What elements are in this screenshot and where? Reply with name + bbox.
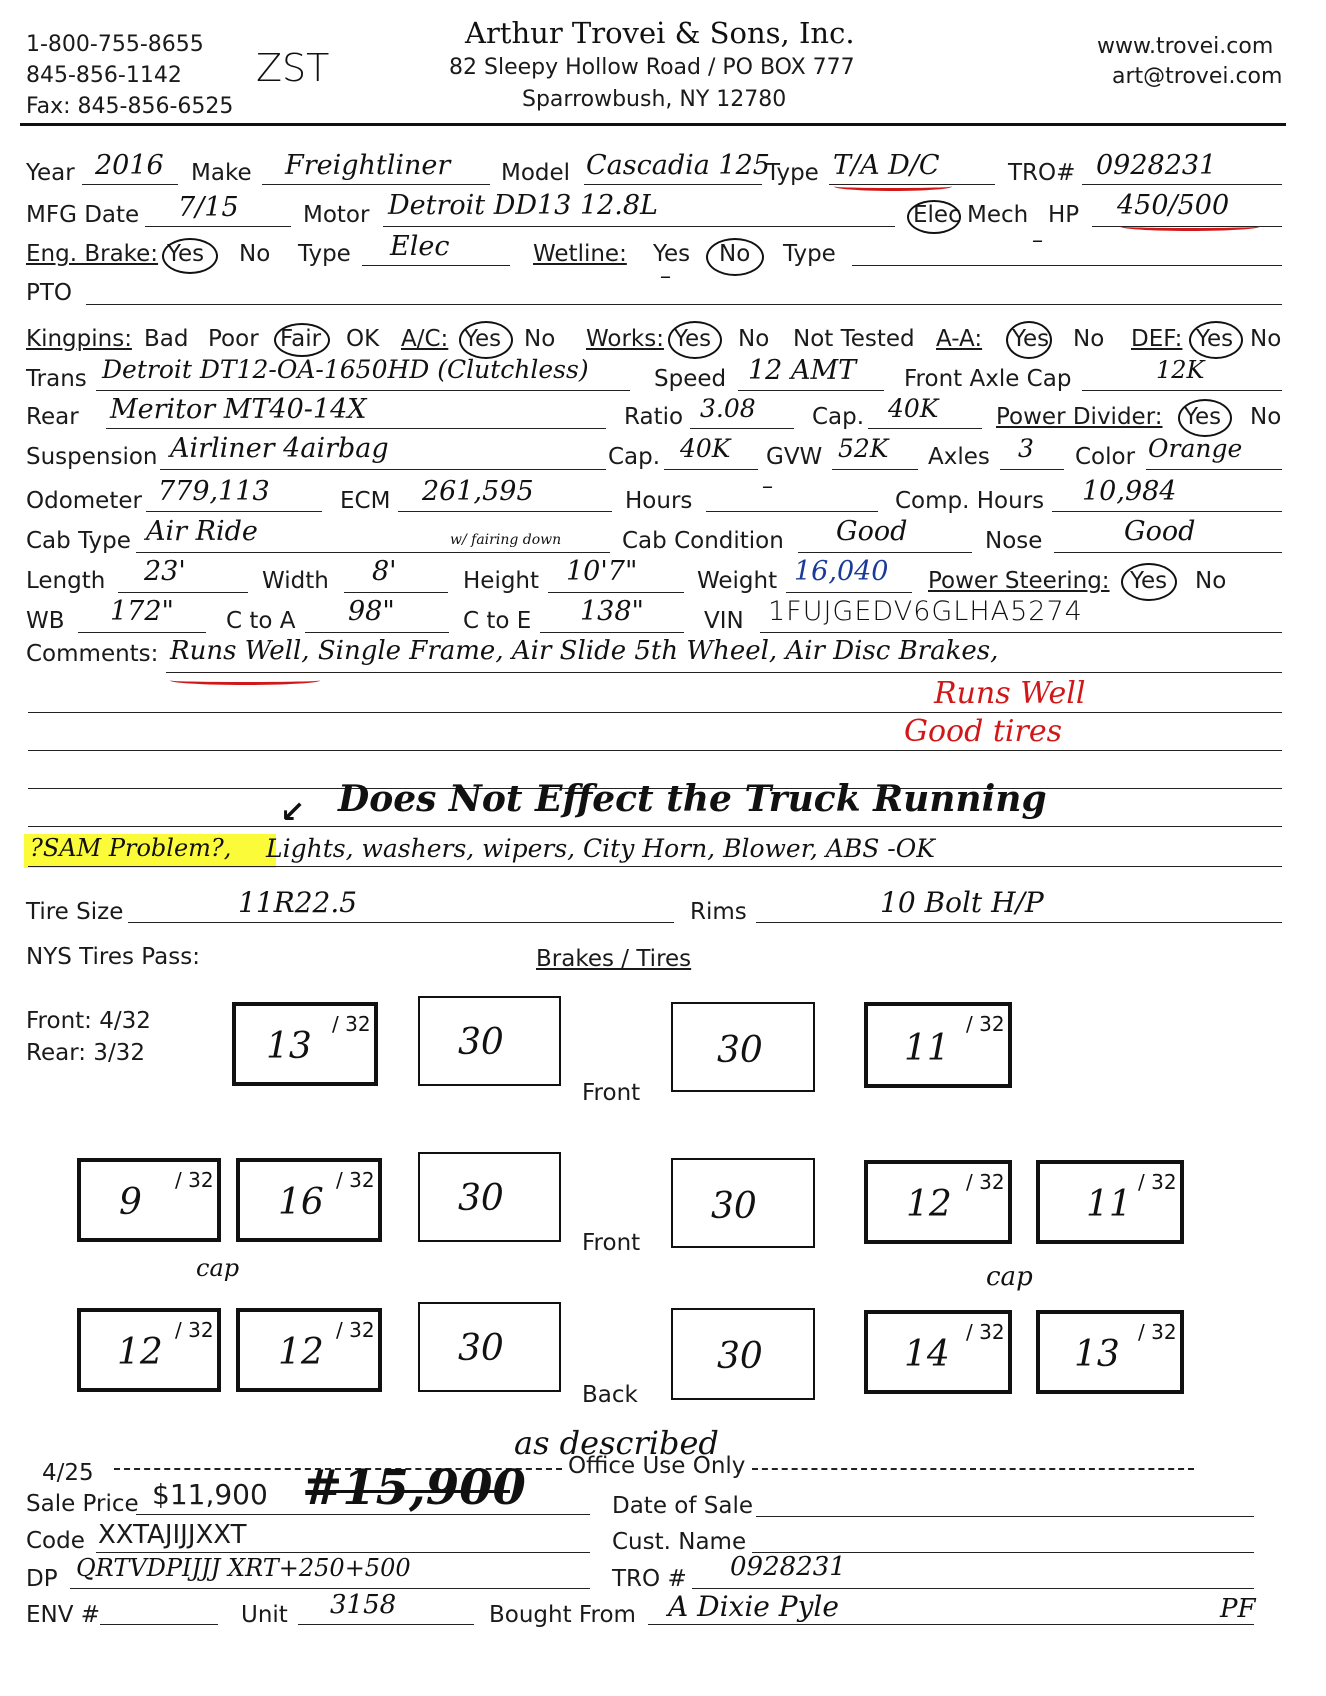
length-label: Length <box>26 568 106 594</box>
tire-drive2-outer-left[interactable]: 12 / 32 <box>77 1308 221 1392</box>
color-label: Color <box>1075 444 1136 470</box>
model-label: Model <box>501 160 571 186</box>
mfg-date-label: MFG Date <box>26 202 140 228</box>
suspension-label: Suspension <box>26 444 158 470</box>
brake-drive1-right[interactable]: 30 <box>671 1158 815 1248</box>
axles-label: Axles <box>928 444 990 470</box>
kingpins-poor[interactable]: Poor <box>208 326 259 352</box>
c-to-e-value[interactable]: 138" <box>580 596 644 627</box>
company-email: art@trovei.com <box>1112 64 1283 89</box>
eng-brake-yes[interactable]: Yes <box>167 241 205 267</box>
comp-hours-label: Comp. Hours <box>895 488 1045 514</box>
code-value[interactable]: XXTAJIJJXXT <box>98 1520 247 1550</box>
works-yes[interactable]: Yes <box>674 326 712 352</box>
cab-condition-value[interactable]: Good <box>836 516 908 547</box>
power-steering-no[interactable]: No <box>1195 568 1227 594</box>
power-steering-label: Power Steering: <box>928 568 1110 594</box>
wetline-yes[interactable]: Yes <box>653 241 691 267</box>
gvw-label: GVW <box>766 444 823 470</box>
nose-value[interactable]: Good <box>1124 516 1196 547</box>
rims-value[interactable]: 10 Bolt H/P <box>880 886 1044 919</box>
kingpins-fair[interactable]: Fair <box>280 326 322 352</box>
vin-value[interactable]: 1FUJGEDV6GLHA5274 <box>768 596 1083 627</box>
power-steering-yes-circle <box>1121 563 1177 601</box>
rear-value[interactable]: Meritor MT40-14X <box>110 394 367 425</box>
tire-drive2-inner-left[interactable]: 12 / 32 <box>236 1308 382 1392</box>
vin-label: VIN <box>704 608 744 634</box>
front-axle-label-1: Front <box>582 1080 641 1106</box>
tire-size-value[interactable]: 11R22.5 <box>238 886 358 919</box>
wetline-type-label: Type <box>783 241 836 267</box>
tire-drive2-inner-right[interactable]: 14 / 32 <box>864 1310 1012 1394</box>
phone-1: 1-800-755-8655 <box>26 32 204 57</box>
brake-drive2-left[interactable]: 30 <box>418 1302 561 1392</box>
sale-price-label: Sale Price <box>26 1491 139 1517</box>
works-no[interactable]: No <box>738 326 770 352</box>
brakes-tires-heading: Brakes / Tires <box>536 946 692 972</box>
ac-yes-circle <box>459 321 513 359</box>
year-value[interactable]: 2016 <box>95 150 164 181</box>
sale-price-value[interactable]: $11,900 <box>152 1478 268 1511</box>
make-label: Make <box>191 160 252 186</box>
motor-value[interactable]: Detroit DD13 12.8L <box>388 190 658 221</box>
kingpins-bad[interactable]: Bad <box>144 326 189 352</box>
trans-value[interactable]: Detroit DT12-OA-1650HD (Clutchless) <box>102 355 589 384</box>
width-value[interactable]: 8' <box>372 556 397 587</box>
code-label: Code <box>26 1528 85 1554</box>
rims-label: Rims <box>690 899 747 925</box>
height-label: Height <box>463 568 540 594</box>
hours-value[interactable]: – <box>762 474 773 499</box>
company-address-1: 82 Sleepy Hollow Road / PO BOX 777 <box>449 55 855 80</box>
power-steering-yes[interactable]: Yes <box>1130 568 1168 594</box>
front-axle-cap-label: Front Axle Cap <box>904 366 1072 392</box>
susp-cap-label: Cap. <box>608 444 661 470</box>
front-spec: Front: 4/32 <box>26 1008 151 1034</box>
type-value[interactable]: T/A D/C <box>833 150 940 181</box>
cab-condition-label: Cab Condition <box>622 528 784 554</box>
elec-option[interactable]: Elec <box>913 202 961 228</box>
mfg-date-value[interactable]: 7/15 <box>178 192 239 223</box>
type-label: Type <box>766 160 819 186</box>
width-label: Width <box>262 568 329 594</box>
nys-tires-pass-label: NYS Tires Pass: <box>26 944 200 970</box>
aa-label: A-A: <box>936 326 983 352</box>
nose-label: Nose <box>985 528 1043 554</box>
power-divider-no[interactable]: No <box>1250 404 1282 430</box>
rear-spec: Rear: 3/32 <box>26 1040 145 1066</box>
speed-value[interactable]: 12 AMT <box>748 355 857 386</box>
rear-cap-value[interactable]: 40K <box>888 394 939 423</box>
wb-value[interactable]: 172" <box>110 596 174 627</box>
dp-value[interactable]: QRTVDPIJJJ XRT+250+500 <box>76 1554 411 1582</box>
gvw-value[interactable]: 52K <box>838 434 889 463</box>
tro-office-value[interactable]: 0928231 <box>730 1552 846 1582</box>
unit-value[interactable]: 3158 <box>330 1590 397 1620</box>
comments-red-underline <box>170 676 320 685</box>
office-use-only-label: Office Use Only <box>568 1453 746 1479</box>
as-described-note: as described <box>514 1424 719 1462</box>
ecm-label: ECM <box>340 488 391 514</box>
unit-label: Unit <box>241 1602 288 1628</box>
weight-value[interactable]: 16,040 <box>794 556 889 587</box>
make-value[interactable]: Freightliner <box>285 150 451 181</box>
pto-value[interactable]: – <box>660 264 671 289</box>
cab-type-value[interactable]: Air Ride <box>146 516 258 547</box>
power-divider-label: Power Divider: <box>996 404 1163 430</box>
hp-red-underline <box>1120 222 1260 231</box>
color-value[interactable]: Orange <box>1148 434 1243 463</box>
back-axle-label: Back <box>582 1382 638 1408</box>
kingpins-label: Kingpins: <box>26 326 132 352</box>
ac-yes[interactable]: Yes <box>464 326 502 352</box>
aa-yes[interactable]: Yes <box>1012 326 1050 352</box>
office-date-note: 4/25 <box>42 1460 94 1486</box>
type-red-underline <box>834 182 952 191</box>
ratio-value[interactable]: 3.08 <box>700 394 756 423</box>
length-value[interactable]: 23' <box>144 556 186 587</box>
tro-label: TRO# <box>1008 160 1076 186</box>
def-yes-circle <box>1189 321 1243 359</box>
comments-label: Comments: <box>26 641 159 667</box>
note-does-not-effect: Does Not Effect the Truck Running <box>338 778 1047 820</box>
eng-brake-yes-circle <box>162 238 218 274</box>
tire-size-label: Tire Size <box>26 899 124 925</box>
power-divider-yes-circle <box>1178 399 1232 437</box>
bought-from-value[interactable]: A Dixie Pyle <box>668 1590 839 1623</box>
bought-from-label: Bought From <box>489 1602 636 1628</box>
wetline-no-circle <box>706 238 764 276</box>
ecm-value[interactable]: 261,595 <box>422 476 534 507</box>
comp-hours-value[interactable]: 10,984 <box>1082 476 1177 507</box>
c-to-a-label: C to A <box>226 608 296 634</box>
eng-brake-no[interactable]: No <box>239 241 271 267</box>
arrow-icon: ↙ <box>280 795 306 830</box>
trans-label: Trans <box>26 366 87 392</box>
kingpins-fair-circle <box>274 323 330 357</box>
company-website: www.trovei.com <box>1097 34 1274 59</box>
wetline-type-value[interactable]: – <box>1032 228 1043 253</box>
front-axle-label-2: Front <box>582 1230 641 1256</box>
aa-yes-circle <box>1006 321 1052 359</box>
ac-no[interactable]: No <box>524 326 556 352</box>
header-divider <box>20 123 1286 126</box>
wetline-no[interactable]: No <box>719 241 751 267</box>
dp-label: DP <box>26 1566 58 1592</box>
c-to-e-label: C to E <box>463 608 532 634</box>
tire-drive1-inner-right[interactable]: 12 / 32 <box>864 1160 1012 1244</box>
hours-label: Hours <box>625 488 693 514</box>
brake-steer-right[interactable]: 30 <box>671 1002 815 1092</box>
weight-label: Weight <box>697 568 778 594</box>
speed-label: Speed <box>654 366 727 392</box>
odometer-label: Odometer <box>26 488 142 514</box>
def-yes[interactable]: Yes <box>1196 326 1234 352</box>
susp-cap-value[interactable]: 40K <box>680 434 731 463</box>
axles-value[interactable]: 3 <box>1018 434 1034 463</box>
works-label: Works: <box>586 326 664 352</box>
red-note-good-tires: Good tires <box>904 714 1062 749</box>
model-value[interactable]: Cascadia 125 <box>586 150 770 181</box>
price-strikethrough <box>330 1490 510 1493</box>
rear-label: Rear <box>26 404 79 430</box>
tire-drive1-inner-left[interactable]: 16 / 32 <box>236 1158 382 1242</box>
env-label: ENV # <box>26 1602 101 1628</box>
office-dash-right <box>752 1468 1194 1470</box>
comments-line-1[interactable]: Runs Well, Single Frame, Air Slide 5th Wheel, Air Disc Brakes, <box>170 636 999 666</box>
aa-no[interactable]: No <box>1073 326 1105 352</box>
c-to-a-value[interactable]: 98" <box>348 596 395 627</box>
tro-value[interactable]: 0928231 <box>1096 150 1217 181</box>
tire-steer-right[interactable]: 11 / 32 <box>864 1002 1012 1088</box>
height-value[interactable]: 10'7" <box>566 556 638 587</box>
brake-steer-left[interactable]: 30 <box>418 996 561 1086</box>
tire-drive1-outer-left[interactable]: 9 / 32 <box>77 1158 221 1242</box>
ac-label: A/C: <box>401 326 449 352</box>
office-initials: PF <box>1220 1594 1256 1624</box>
hp-label: HP <box>1048 202 1080 228</box>
eng-brake-type-value[interactable]: Elec <box>390 231 450 262</box>
hp-value[interactable]: 450/500 <box>1117 190 1230 221</box>
phone-2: 845-856-1142 <box>26 63 182 88</box>
brake-drive2-right[interactable]: 30 <box>671 1308 815 1400</box>
year-label: Year <box>26 160 75 186</box>
eng-brake-label: Eng. Brake: <box>26 241 159 267</box>
kingpins-ok[interactable]: OK <box>346 326 380 352</box>
crossed-price: #15,900 <box>302 1460 526 1516</box>
ratio-label: Ratio <box>624 404 684 430</box>
odometer-value[interactable]: 779,113 <box>158 476 270 507</box>
cap-note-left: cap <box>196 1254 240 1282</box>
cust-name-label: Cust. Name <box>612 1529 747 1555</box>
sam-problem: ?SAM Problem?, <box>30 834 232 862</box>
company-address-2: Sparrowbush, NY 12780 <box>522 87 787 112</box>
suspension-value[interactable]: Airliner 4airbag <box>170 433 389 464</box>
mech-option[interactable]: Mech <box>967 202 1029 228</box>
sam-list: Lights, washers, wipers, City Horn, Blower, ABS -OK <box>266 834 935 863</box>
company-name: Arthur Trovei & Sons, Inc. <box>465 16 855 50</box>
tro-office-label: TRO # <box>612 1566 687 1592</box>
cap-note-right: cap <box>986 1262 1033 1292</box>
brake-drive1-left[interactable]: 30 <box>418 1152 561 1242</box>
tire-steer-left[interactable]: 13 / 32 <box>232 1002 378 1086</box>
rear-cap-label: Cap. <box>812 404 865 430</box>
cab-note: w/ fairing down <box>450 532 562 548</box>
red-note-runs-well: Runs Well <box>934 676 1086 711</box>
tire-drive2-outer-right[interactable]: 13 / 32 <box>1036 1310 1184 1394</box>
elec-circle <box>907 200 961 234</box>
motor-label: Motor <box>303 202 370 228</box>
wetline-label: Wetline: <box>533 241 627 267</box>
eng-brake-type-label: Type <box>298 241 351 267</box>
works-not-tested[interactable]: Not Tested <box>793 326 915 352</box>
def-no[interactable]: No <box>1250 326 1282 352</box>
fax-number: Fax: 845-856-6525 <box>26 94 234 119</box>
initials-mark: ZST <box>256 46 330 90</box>
wb-label: WB <box>26 608 65 634</box>
def-label: DEF: <box>1131 326 1183 352</box>
tire-drive1-outer-right[interactable]: 11 / 32 <box>1036 1160 1184 1244</box>
date-of-sale-label: Date of Sale <box>612 1493 753 1519</box>
cab-type-label: Cab Type <box>26 528 131 554</box>
power-divider-yes[interactable]: Yes <box>1184 404 1222 430</box>
front-axle-cap-value[interactable]: 12K <box>1156 356 1205 384</box>
pto-label: PTO <box>26 280 73 306</box>
works-yes-circle <box>668 321 722 359</box>
